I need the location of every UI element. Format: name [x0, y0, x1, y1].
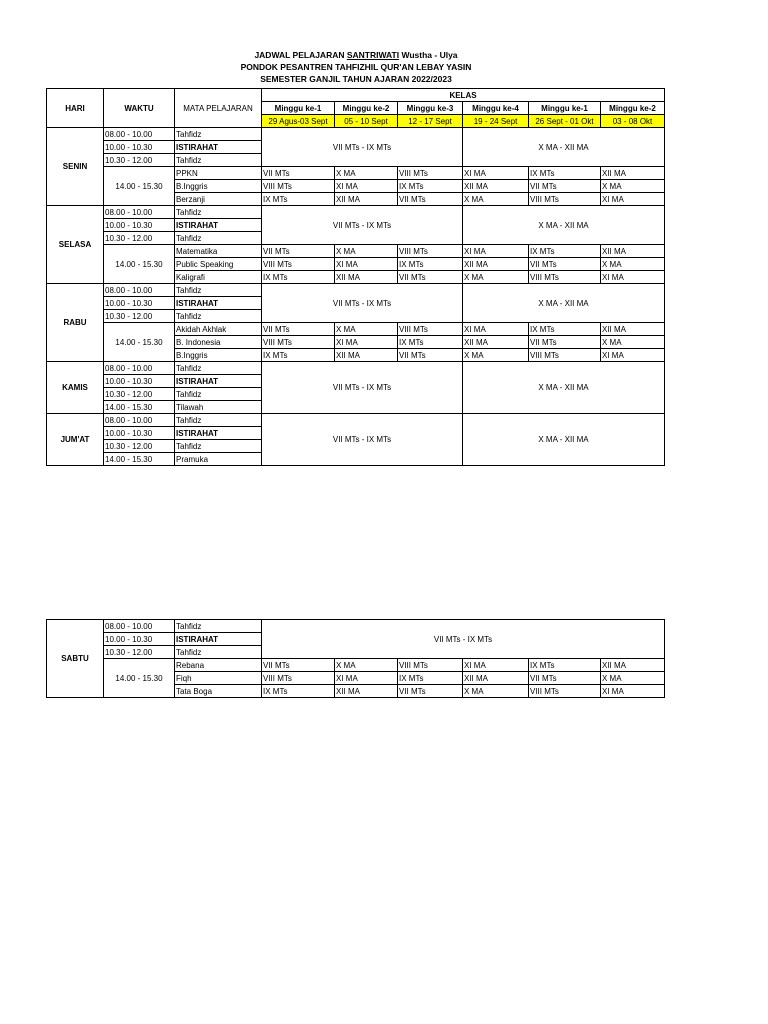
header-date-range: 12 - 17 Sept: [398, 115, 463, 128]
class-cell: XII MA: [463, 258, 529, 271]
header-week: Minggu ke-4: [463, 102, 529, 115]
time-slot: 14.00 - 15.30: [104, 167, 175, 206]
class-cell: VIII MTs: [262, 672, 335, 685]
merged-mts-block: VII MTs - IX MTs: [262, 128, 463, 167]
class-cell: XII MA: [601, 245, 665, 258]
time-slot: 08.00 - 10.00: [104, 362, 175, 375]
merged-ma-block: X MA - XII MA: [463, 414, 665, 466]
class-cell: IX MTs: [398, 672, 463, 685]
day-name: SABTU: [47, 620, 104, 698]
header-date-range: 29 Agus-03 Sept: [262, 115, 335, 128]
time-slot: 10.00 - 10.30: [104, 633, 175, 646]
title-line-2: PONDOK PESANTREN TAHFIZHIL QUR'AN LEBAY YASIN: [240, 62, 472, 72]
title-underlined-word: SANTRIWATI: [346, 50, 400, 60]
time-slot: 10.30 - 12.00: [104, 232, 175, 245]
time-slot: 10.30 - 12.00: [104, 310, 175, 323]
class-cell: VIII MTs: [529, 193, 601, 206]
merged-ma-block: X MA - XII MA: [463, 206, 665, 245]
class-cell: VIII MTs: [398, 167, 463, 180]
title-line-1: JADWAL PELAJARAN SANTRIWATI Wustha - Ulya: [254, 50, 458, 60]
class-cell: VII MTs: [529, 672, 601, 685]
class-cell: XI MA: [601, 271, 665, 284]
subject: Tahfidz: [175, 646, 262, 659]
time-slot: 10.30 - 12.00: [104, 388, 175, 401]
class-cell: XII MA: [601, 659, 665, 672]
day-name: JUM'AT: [47, 414, 104, 466]
table-row: [47, 206, 665, 219]
table-row: [47, 128, 665, 141]
table-row: [47, 620, 665, 633]
merged-mts-block: VII MTs - IX MTs: [262, 284, 463, 323]
subject: Kaligrafi: [175, 271, 262, 284]
class-cell: VII MTs: [398, 271, 463, 284]
table-row: [47, 362, 665, 375]
header-mata-pelajaran: MATA PELAJARAN: [175, 89, 262, 128]
day-name: SENIN: [47, 128, 104, 206]
class-cell: IX MTs: [398, 336, 463, 349]
class-cell: X MA: [601, 258, 665, 271]
class-cell: XII MA: [335, 193, 398, 206]
merged-mts-block: VII MTs - IX MTs: [262, 620, 665, 659]
class-cell: VIII MTs: [398, 659, 463, 672]
subject: Rebana: [175, 659, 262, 672]
class-cell: XI MA: [335, 258, 398, 271]
class-cell: XII MA: [335, 271, 398, 284]
class-cell: X MA: [335, 167, 398, 180]
time-slot: 14.00 - 15.30: [104, 401, 175, 414]
class-cell: XI MA: [335, 672, 398, 685]
header-week: Minggu ke-1: [262, 102, 335, 115]
header-kelas: KELAS: [262, 89, 665, 102]
subject: B. Indonesia: [175, 336, 262, 349]
class-cell: XII MA: [335, 685, 398, 698]
class-cell: XI MA: [601, 349, 665, 362]
class-cell: VIII MTs: [398, 245, 463, 258]
title-line-3: SEMESTER GANJIL TAHUN AJARAN 2022/2023: [260, 74, 452, 84]
day-name: KAMIS: [47, 362, 104, 414]
subject: Tahfidz: [175, 128, 262, 141]
subject: Matematika: [175, 245, 262, 258]
subject: Tahfidz: [175, 310, 262, 323]
subject: ISTIRAHAT: [175, 141, 262, 154]
subject: Public Speaking: [175, 258, 262, 271]
class-cell: VII MTs: [262, 245, 335, 258]
class-cell: VIII MTs: [529, 349, 601, 362]
class-cell: X MA: [463, 349, 529, 362]
time-slot: 14.00 - 15.30: [104, 323, 175, 362]
time-slot: 08.00 - 10.00: [104, 620, 175, 633]
time-slot: 08.00 - 10.00: [104, 284, 175, 297]
header-date-range: 05 - 10 Sept: [335, 115, 398, 128]
table-row: [47, 323, 665, 336]
subject: Tahfidz: [175, 284, 262, 297]
table-row: [47, 284, 665, 297]
class-cell: VII MTs: [262, 323, 335, 336]
subject: Tahfidz: [175, 620, 262, 633]
subject: PPKN: [175, 167, 262, 180]
header-date-range: 26 Sept - 01 Okt: [529, 115, 601, 128]
class-cell: VIII MTs: [262, 258, 335, 271]
class-cell: VII MTs: [262, 167, 335, 180]
subject: B.Inggris: [175, 180, 262, 193]
class-cell: VII MTs: [398, 193, 463, 206]
class-cell: XI MA: [601, 193, 665, 206]
merged-mts-block: VII MTs - IX MTs: [262, 414, 463, 466]
class-cell: XI MA: [335, 180, 398, 193]
class-cell: VII MTs: [529, 258, 601, 271]
schedule-title: [46, 49, 666, 85]
time-slot: 14.00 - 15.30: [104, 245, 175, 284]
class-cell: X MA: [601, 672, 665, 685]
merged-mts-block: VII MTs - IX MTs: [262, 362, 463, 414]
time-slot: 10.00 - 10.30: [104, 375, 175, 388]
class-cell: VIII MTs: [262, 180, 335, 193]
subject: Tahfidz: [175, 440, 262, 453]
table-row: [47, 414, 665, 427]
time-slot: 08.00 - 10.00: [104, 206, 175, 219]
class-cell: VIII MTs: [529, 685, 601, 698]
class-cell: XI MA: [463, 167, 529, 180]
class-cell: IX MTs: [262, 193, 335, 206]
merged-ma-block: X MA - XII MA: [463, 284, 665, 323]
class-cell: XII MA: [335, 349, 398, 362]
subject: ISTIRAHAT: [175, 633, 262, 646]
class-cell: XI MA: [463, 659, 529, 672]
class-cell: X MA: [463, 193, 529, 206]
class-cell: VII MTs: [398, 349, 463, 362]
merged-ma-block: X MA - XII MA: [463, 362, 665, 414]
subject: Tilawah: [175, 401, 262, 414]
class-cell: IX MTs: [262, 349, 335, 362]
class-cell: IX MTs: [262, 685, 335, 698]
class-cell: VIII MTs: [262, 336, 335, 349]
class-cell: XI MA: [601, 685, 665, 698]
time-slot: 14.00 - 15.30: [104, 659, 175, 698]
class-cell: XII MA: [601, 323, 665, 336]
subject: ISTIRAHAT: [175, 219, 262, 232]
subject: Akidah Akhlak: [175, 323, 262, 336]
time-slot: 10.00 - 10.30: [104, 297, 175, 310]
subject: Tahfidz: [175, 206, 262, 219]
header-date-range: 03 - 08 Okt: [601, 115, 665, 128]
table-row: [47, 167, 665, 180]
subject: ISTIRAHAT: [175, 427, 262, 440]
subject: Tata Boga: [175, 685, 262, 698]
class-cell: VII MTs: [529, 180, 601, 193]
subject: Fiqh: [175, 672, 262, 685]
time-slot: 10.00 - 10.30: [104, 219, 175, 232]
time-slot: 10.30 - 12.00: [104, 646, 175, 659]
subject: ISTIRAHAT: [175, 297, 262, 310]
subject: B.Inggris: [175, 349, 262, 362]
header-week: Minggu ke-2: [335, 102, 398, 115]
class-cell: X MA: [335, 323, 398, 336]
time-slot: 10.30 - 12.00: [104, 154, 175, 167]
class-cell: IX MTs: [529, 167, 601, 180]
class-cell: XII MA: [601, 167, 665, 180]
time-slot: 14.00 - 15.30: [104, 453, 175, 466]
time-slot: 10.00 - 10.30: [104, 141, 175, 154]
subject: Pramuka: [175, 453, 262, 466]
class-cell: IX MTs: [262, 271, 335, 284]
class-cell: IX MTs: [398, 258, 463, 271]
class-cell: X MA: [601, 180, 665, 193]
class-cell: X MA: [335, 245, 398, 258]
header-date-range: 19 - 24 Sept: [463, 115, 529, 128]
time-slot: 08.00 - 10.00: [104, 414, 175, 427]
table-row: [47, 659, 665, 672]
class-cell: XI MA: [463, 323, 529, 336]
header-hari: HARI: [47, 89, 104, 128]
day-name: SELASA: [47, 206, 104, 284]
merged-ma-block: X MA - XII MA: [463, 128, 665, 167]
header-week: Minggu ke-2: [601, 102, 665, 115]
subject: Tahfidz: [175, 388, 262, 401]
class-cell: IX MTs: [398, 180, 463, 193]
class-cell: X MA: [601, 336, 665, 349]
class-cell: X MA: [463, 271, 529, 284]
class-cell: IX MTs: [529, 659, 601, 672]
header-waktu: WAKTU: [104, 89, 175, 128]
class-cell: IX MTs: [529, 323, 601, 336]
merged-mts-block: VII MTs - IX MTs: [262, 206, 463, 245]
class-cell: VIII MTs: [529, 271, 601, 284]
schedule-table-main: [46, 88, 665, 466]
header-week: Minggu ke-1: [529, 102, 601, 115]
class-cell: XII MA: [463, 672, 529, 685]
class-cell: VII MTs: [398, 685, 463, 698]
class-cell: XI MA: [463, 245, 529, 258]
day-name: RABU: [47, 284, 104, 362]
time-slot: 08.00 - 10.00: [104, 128, 175, 141]
class-cell: XII MA: [463, 180, 529, 193]
schedule-table-sabtu: [46, 619, 665, 698]
class-cell: VIII MTs: [398, 323, 463, 336]
subject: Tahfidz: [175, 362, 262, 375]
subject: Berzanji: [175, 193, 262, 206]
class-cell: X MA: [463, 685, 529, 698]
class-cell: XI MA: [335, 336, 398, 349]
table-row: [47, 245, 665, 258]
subject: Tahfidz: [175, 154, 262, 167]
time-slot: 10.00 - 10.30: [104, 427, 175, 440]
subject: Tahfidz: [175, 414, 262, 427]
class-cell: IX MTs: [529, 245, 601, 258]
class-cell: X MA: [335, 659, 398, 672]
subject: Tahfidz: [175, 232, 262, 245]
header-week: Minggu ke-3: [398, 102, 463, 115]
class-cell: VII MTs: [262, 659, 335, 672]
subject: ISTIRAHAT: [175, 375, 262, 388]
time-slot: 10.30 - 12.00: [104, 440, 175, 453]
class-cell: VII MTs: [529, 336, 601, 349]
class-cell: XII MA: [463, 336, 529, 349]
